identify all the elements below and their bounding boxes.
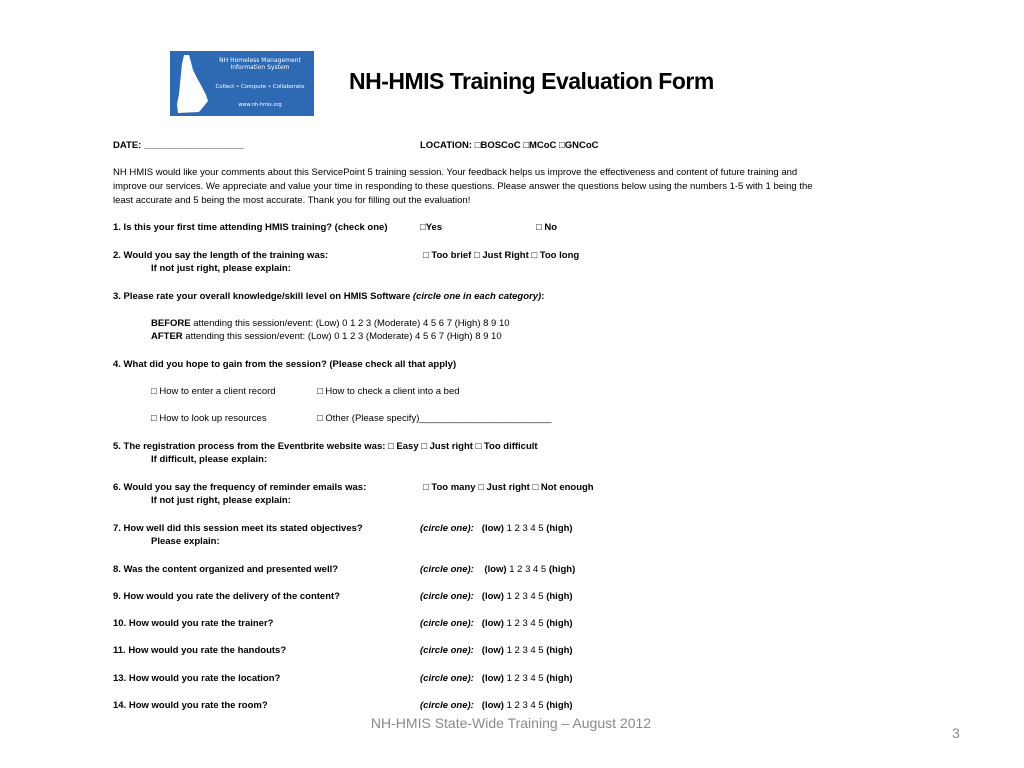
q4-option-other[interactable]: □ Other (Please specify)_________________________ xyxy=(317,413,552,424)
q13-rating-scale[interactable] xyxy=(420,672,573,686)
q5-explain: If difficult, please explain: xyxy=(151,454,268,465)
question-14: 14. How would you rate the room? xyxy=(113,700,268,711)
q10-rating-scale[interactable] xyxy=(420,617,573,631)
q7-circle-one: (circle one): xyxy=(420,523,474,534)
q8-high: (high) xyxy=(548,564,576,575)
question-9: 9. How would you rate the delivery of the content? xyxy=(113,591,340,602)
q6-options[interactable]: □ Too many □ Just right □ Not enough xyxy=(423,482,594,493)
q8-scale: 1 2 3 4 5 xyxy=(506,564,549,575)
q3-text: 3. Please rate your overall knowledge/skill level on HMIS Software xyxy=(113,291,413,302)
page-number: 3 xyxy=(952,725,960,741)
q4-option-check-client-bed[interactable]: □ How to check a client into a bed xyxy=(317,386,460,397)
question-8: 8. Was the content organized and presented well? xyxy=(113,564,339,575)
q3-colon: : xyxy=(541,291,545,302)
q1-no-checkbox[interactable]: □ No xyxy=(536,222,558,233)
q7-high: (high) xyxy=(546,523,573,534)
q3-after-label: AFTER xyxy=(151,331,183,342)
question-3 xyxy=(113,290,544,304)
q11-rating-scale[interactable] xyxy=(420,644,573,658)
q13-scale: 1 2 3 4 5 xyxy=(503,673,547,684)
q3-before-scale[interactable] xyxy=(151,317,510,331)
q3-after-scale[interactable] xyxy=(151,330,502,344)
date-field[interactable]: DATE: ___________________ xyxy=(113,140,245,151)
question-11: 11. How would you rate the handouts? xyxy=(113,645,287,656)
q7-scale: 1 2 3 4 5 xyxy=(503,523,547,534)
q6-explain: If not just right, please explain: xyxy=(151,495,291,506)
q2-options[interactable]: □ Too brief □ Just Right □ Too long xyxy=(423,250,580,261)
q3-before-label: BEFORE xyxy=(151,318,191,329)
q3-hint: (circle one in each category) xyxy=(412,291,542,302)
q13-high: (high) xyxy=(546,673,573,684)
q8-low: (low) xyxy=(484,564,507,575)
q10-low: (low) xyxy=(481,618,504,629)
q10-scale: 1 2 3 4 5 xyxy=(503,618,547,629)
q3-after-rest: attending this session/event: (Low) 0 1 2 3 (Moderate) 4 5 6 7 (High) 8 9 10 xyxy=(182,331,502,342)
intro-paragraph: NH HMIS would like your comments about this ServicePoint 5 training session. Your feedback helps us improve the effectiveness and content of future training and improve our services. We appreciate and value your time in responding to these questions. Please answer the questions below using the numbers 1-5 with 1 being the least accurate and 5 being the most accurate. Thank you for filling out the evaluation! xyxy=(113,167,813,206)
q9-high: (high) xyxy=(546,591,573,602)
q11-circle-one: (circle one): xyxy=(420,645,474,656)
q13-circle-one: (circle one): xyxy=(420,673,474,684)
logo-tagline: Collect • Compute • Collaborate xyxy=(215,84,305,90)
location-field xyxy=(420,139,599,153)
q9-rating-scale[interactable] xyxy=(420,590,573,604)
q8-rating-scale[interactable] xyxy=(420,563,575,577)
logo-line-2: Information System xyxy=(230,64,290,71)
new-hampshire-map-icon xyxy=(172,54,210,114)
question-2: 2. Would you say the length of the training was: xyxy=(113,250,329,261)
page-title: NH-HMIS Training Evaluation Form xyxy=(349,68,714,94)
logo-line-1: NH Homeless Management xyxy=(219,57,301,64)
q13-low: (low) xyxy=(481,673,504,684)
q11-scale: 1 2 3 4 5 xyxy=(503,645,547,656)
q3-before-rest: attending this session/event: (Low) 0 1 2 3 (Moderate) 4 5 6 7 (High) 8 9 10 xyxy=(190,318,510,329)
question-6: 6. Would you say the frequency of reminder emails was: xyxy=(113,482,367,493)
nh-hmis-logo xyxy=(170,51,314,116)
q11-low: (low) xyxy=(481,645,504,656)
q4-option-look-up-resources[interactable]: □ How to look up resources xyxy=(151,413,267,424)
location-label: LOCATION: xyxy=(420,140,475,151)
q4-option-enter-client[interactable]: □ How to enter a client record xyxy=(151,386,276,397)
q14-circle-one: (circle one): xyxy=(420,700,474,711)
location-options[interactable]: □BOSCoC □MCoC □GNCoC xyxy=(474,140,599,151)
q14-low: (low) xyxy=(481,700,504,711)
q7-rating-scale[interactable] xyxy=(420,522,573,536)
logo-url: www.nh-hmis.org xyxy=(238,102,282,108)
q10-high: (high) xyxy=(546,618,573,629)
question-7: 7. How well did this session meet its stated objectives? xyxy=(113,523,363,534)
footer-text: NH-HMIS State-Wide Training – August 2012 xyxy=(370,715,652,731)
q11-high: (high) xyxy=(546,645,573,656)
q7-explain: Please explain: xyxy=(151,536,220,547)
q9-circle-one: (circle one): xyxy=(420,591,474,602)
q14-scale: 1 2 3 4 5 xyxy=(503,700,547,711)
q14-high: (high) xyxy=(546,700,573,711)
q10-circle-one: (circle one): xyxy=(420,618,474,629)
q14-rating-scale[interactable] xyxy=(420,699,573,713)
question-13: 13. How would you rate the location? xyxy=(113,673,281,684)
question-5[interactable]: 5. The registration process from the Eventbrite website was: □ Easy □ Just right □ Too difficult xyxy=(113,441,538,452)
q1-yes-checkbox[interactable]: □Yes xyxy=(420,222,443,233)
q9-low: (low) xyxy=(481,591,504,602)
q7-low: (low) xyxy=(481,523,504,534)
question-4: 4. What did you hope to gain from the session? (Please check all that apply) xyxy=(113,359,457,370)
question-1: 1. Is this your first time attending HMIS training? (check one) xyxy=(113,222,388,233)
q9-scale: 1 2 3 4 5 xyxy=(503,591,547,602)
question-10: 10. How would you rate the trainer? xyxy=(113,618,274,629)
q8-circle-one: (circle one): xyxy=(420,564,474,575)
q2-explain: If not just right, please explain: xyxy=(151,263,291,274)
